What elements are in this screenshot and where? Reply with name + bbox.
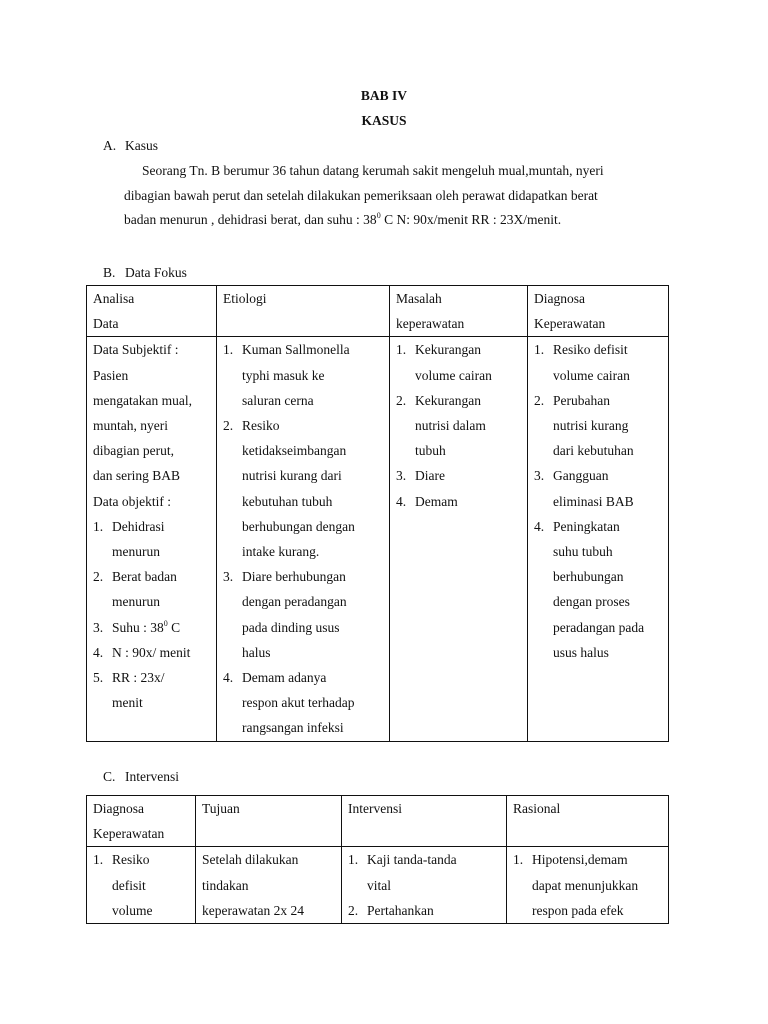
table-header-row <box>87 796 669 847</box>
section-b-label: B. <box>103 265 116 280</box>
list-item: 3. Suhu : $38^0$ C <box>93 618 181 635</box>
list-item: 2. Perubahan nutrisi kurang dari kebutuhan <box>534 392 634 459</box>
case-line-1: Seorang Tn. B berumur 36 tahun datang kerumah sakit mengeluh mual,muntah, nyeri <box>142 163 604 178</box>
cell-line: Data objektif : <box>93 493 171 509</box>
table-header-row <box>87 286 669 337</box>
data-fokus-table <box>86 285 669 742</box>
cell-line: keperawatan 2x 24 <box>202 902 304 918</box>
etiologi-list <box>223 337 384 740</box>
section-a-heading <box>103 138 158 154</box>
cell-line: dibagian perut, <box>93 443 174 459</box>
diagnosa-cell <box>87 847 196 924</box>
analisa-data-cell <box>87 337 217 741</box>
intervensi-cell <box>342 847 507 924</box>
section-a-title: Kasus <box>125 138 158 153</box>
header-tujuan: Tujuan <box>196 796 342 847</box>
list-item: 3. Gangguan eliminasi BAB <box>534 468 634 509</box>
header-diagnosa-keperawatan: Diagnosa Keperawatan <box>87 796 196 847</box>
cell-line: Data Subjektif : <box>93 342 179 358</box>
header-diagnosa-keperawatan: Diagnosa Keperawatan <box>528 286 669 337</box>
section-b-title: Data Fokus <box>125 265 187 280</box>
section-c-heading <box>103 769 179 785</box>
case-line-2: dibagian bawah perut dan setelah dilakukan pemeriksaan oleh perawat didapatkan berat <box>124 187 598 203</box>
list-item: 1. Resiko defisit volume cairan <box>534 342 630 383</box>
intervensi-table <box>86 795 669 924</box>
list-item: 1. Dehidrasi menurun <box>93 518 165 560</box>
table-row <box>87 337 669 741</box>
section-a-label: A. <box>103 138 117 153</box>
list-item: 4. Demam adanya respon akut terhadap rangsangan infeksi <box>223 670 355 736</box>
list-item: 4. Demam <box>396 493 458 509</box>
header-intervensi: Intervensi <box>342 796 507 847</box>
header-analisa-data: Analisa Data <box>87 286 217 337</box>
cell-line: Pasien <box>93 367 129 383</box>
masalah-keperawatan-cell <box>390 337 528 741</box>
chapter-heading: BAB IV <box>360 88 408 103</box>
list-item: 2. Berat badan menurun <box>93 569 177 610</box>
cell-line: dan sering BAB <box>93 468 180 484</box>
list-item: 3. Diare <box>396 468 445 484</box>
list-item: 4. Peningkatan suhu tubuh berhubungan dengan proses peradangan pada usus halus <box>534 518 645 660</box>
table-row <box>87 847 669 924</box>
list-item: 1. Kaji tanda-tanda vital <box>348 852 457 893</box>
list-item: 2. Kekurangan nutrisi dalam tubuh <box>396 392 486 459</box>
section-c-title: Intervensi <box>125 769 179 784</box>
cell-line: tindakan <box>202 877 249 893</box>
list-item: 2. Pertahankan <box>348 902 434 918</box>
chapter-title: KASUS <box>361 113 407 128</box>
diagnosa-list <box>93 847 190 923</box>
list-item: 1. Hipotensi,demam dapat menunjukkan respon pada efek <box>513 852 639 918</box>
list-item: 3. Diare berhubungan dengan peradangan pada dinding usus halus <box>223 569 347 660</box>
diagnosa-keperawatan-cell <box>528 337 669 741</box>
rasional-cell <box>507 847 669 924</box>
list-item: 1. Kekurangan volume cairan <box>396 342 492 383</box>
etiologi-cell <box>217 337 390 741</box>
list-item: 5. RR : 23x/ menit <box>93 670 165 711</box>
cell-line: mengatakan mual, <box>93 392 192 408</box>
list-item: 1. Resiko defisit volume <box>93 852 153 918</box>
cell-line: Setelah dilakukan <box>202 852 299 868</box>
diagnosa-list <box>534 337 663 665</box>
list-item: 2. Resiko ketidakseimbangan nutrisi kurang dari kebutuhan tubuh berhubungan dengan intake kurang. <box>223 418 355 560</box>
rasional-list <box>513 847 663 923</box>
header-etiologi: Etiologi <box>217 286 390 337</box>
objective-data-list <box>93 514 211 716</box>
masalah-list <box>396 337 522 513</box>
header-masalah-keperawatan: Masalah keperawatan <box>390 286 528 337</box>
list-item: 4. N : 90x/ menit <box>93 644 191 660</box>
header-rasional: Rasional <box>507 796 669 847</box>
intervensi-list <box>348 847 501 923</box>
section-b-heading <box>103 265 187 281</box>
tujuan-cell <box>196 847 342 924</box>
case-line-3: badan menurun , dehidrasi berat, dan suhu : $38^0$ C N: 90x/menit RR : 23X/menit. <box>124 211 562 227</box>
section-c-label: C. <box>103 769 116 784</box>
case-paragraph <box>124 159 660 233</box>
cell-line: muntah, nyeri <box>93 418 168 434</box>
list-item: 1. Kuman Sallmonella typhi masuk ke saluran cerna <box>223 342 350 408</box>
